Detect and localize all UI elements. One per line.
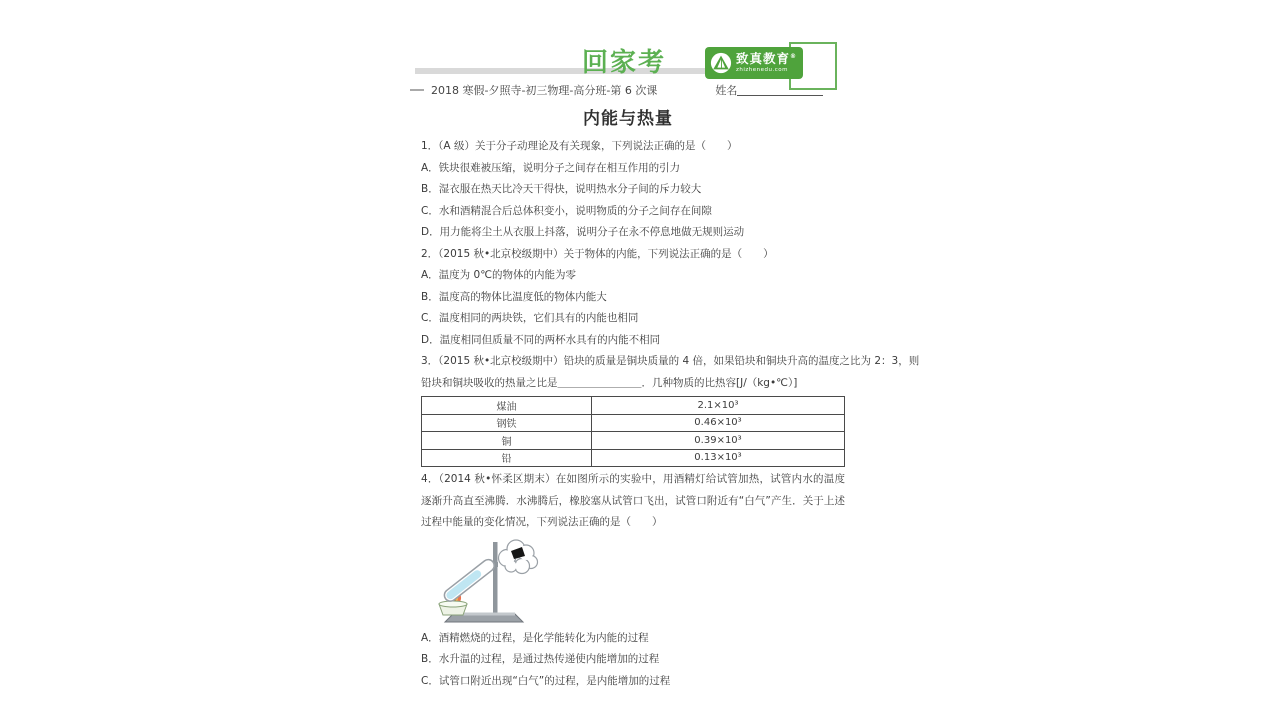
value-cell: 0.13×10³ [592,449,845,467]
worksheet-header [410,0,846,100]
banner-title: 回家考 [582,48,667,78]
name-label: 姓名 [715,84,738,97]
table-row [422,397,845,415]
zhizhen-logo [705,47,803,79]
document-page [410,0,920,713]
value-cell: 0.39×10³ [592,432,845,450]
course-info: 2018 寒假-夕照寺-初三物理-高分班-第 6 次课 [431,84,658,97]
question-list [421,136,920,692]
question-3-stem-line2: 铅块和铜块吸收的热量之比是＿＿＿＿＿＿＿＿．几种物质的比热容[J/（kg•℃）] [421,376,798,389]
table-row [422,432,845,450]
worksheet-title: 内能与热量 [583,109,673,129]
question-4 [421,469,845,692]
question-1-stem: 1．（A 级）关于分子动理论及有关现象，下列说法正确的是（ ） [421,140,738,152]
substance-cell: 煤油 [422,397,592,415]
question-2-stem: 2．（2015 秋•北京校级期中）关于物体的内能，下列说法正确的是（ ） [421,247,774,260]
question-2-option-d: D．温度相同但质量不同的两杯水具有的内能不相同 [421,333,661,346]
logo-url: zhizhenedu.com [736,66,788,73]
question-1-option-a: A．铁块很难被压缩，说明分子之间存在相互作用的引力 [421,161,681,174]
question-3 [421,351,920,467]
table-row [422,414,845,432]
test-tube-icon [442,557,497,603]
question-1 [421,136,845,244]
substance-cell: 铜 [422,432,592,450]
question-3-stem-line1: 3．（2015 秋•北京校级期中）铅块的质量是铜块质量的 4 倍，如果铅块和铜块升高的温度之比为 2：3，则 [421,355,920,367]
logo-name: 致真教育® [736,51,798,66]
question-2-option-a: A．温度为 0℃的物体的内能为零 [421,269,576,281]
question-4-stem: 4．（2014 秋•怀柔区期末）在如图所示的实验中，用酒精灯给试管加热，试管内水的温度逐渐升高直至沸腾．水沸腾后，橡胶塞从试管口飞出，试管口附近有“白气”产生．关于上述过程中能量的变化情况，下列说法正确的是（ ） [421,473,845,528]
course-row [410,82,846,98]
question-1-option-c: C．水和酒精混合后总体积变小，说明物质的分子之间存在间隙 [421,204,712,217]
value-cell: 2.1×10³ [592,397,845,415]
question-2 [421,244,845,352]
question-4-option-b: B．水升温的过程，是通过热传递使内能增加的过程 [421,653,660,665]
question-2-option-b: B．温度高的物体比温度低的物体内能大 [421,290,607,303]
question-4-option-c: C．试管口附近出现“白气”的过程，是内能增加的过程 [421,674,671,687]
value-cell: 0.46×10³ [592,414,845,432]
question-1-option-d: D．用力能将尘土从衣服上抖落，说明分子在永不停息地做无规则运动 [421,226,745,238]
specific-heat-table [421,396,845,467]
margin-dash-icon [410,89,424,91]
table-row [422,449,845,467]
question-1-option-b: B．湿衣服在热天比冷天干得快，说明热水分子间的斥力较大 [421,183,702,195]
substance-cell: 铅 [422,449,592,467]
substance-cell: 钢铁 [422,414,592,432]
experiment-figure [423,538,543,626]
triangle-logo-icon [710,52,732,74]
question-4-option-a: A．酒精燃烧的过程，是化学能转化为内能的过程 [421,631,649,644]
registered-mark: ® [790,52,798,60]
question-2-option-c: C．温度相同的两块铁，它们具有的内能也相同 [421,312,639,324]
